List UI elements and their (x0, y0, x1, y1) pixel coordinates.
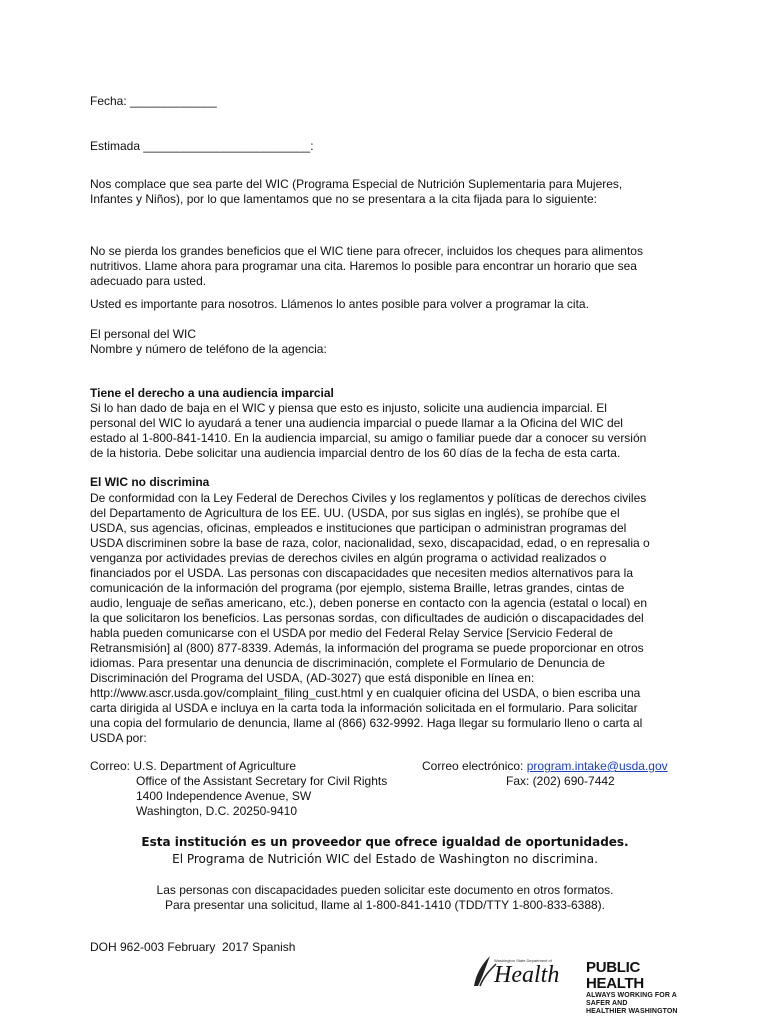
doh-health-word: Health (494, 962, 560, 988)
mail-address-line-2: Office of the Assistant Secretary for Civil Rights (136, 774, 388, 788)
equal-opportunity-statement: Esta institución es un proveedor que ofrece igualdad de oportunidades. (141, 835, 629, 849)
agency-line: Nombre y número de teléfono de la agencia: (90, 342, 327, 356)
date-line: Fecha: _____________ (90, 94, 217, 108)
public-health-logo (586, 959, 701, 1015)
doh-small-text: Washington State Department of (494, 958, 552, 963)
doh-health-logo (468, 946, 560, 992)
staff-signature: El personal del WIC (90, 327, 197, 341)
nondiscrimination-heading: El WIC no discrimina (90, 475, 210, 489)
nondiscrimination-paragraph: De conformidad con la Ley Federal de Derechos Civiles y los reglamentos y políticas de derechos civiles del Departamento de Agricultura de los EE. UU. (USDA, por sus siglas en inglés), se prohíbe que el USDA, sus agencias, oficinas, empleados e instituciones que participan o administran programas del USDA discriminen sobre la base de raza, color, nacionalidad, sexo, discapacidad, edad, o en represalia o venganza por actividades previas de derechos civiles en algún programa o actividad realizados o financiados por el USDA. Las personas con discapacidades que necesiten medios alternativos para la comunicación de la información del programa (por ejemplo, sistema Braille, letras grandes, cintas de audio, lenguaje de señas americano, etc.), deben ponerse en contacto con la agencia (estatal o local) en la que solicitaron los beneficios. Las personas sordas, con dificultades de audición o discapacidades del habla pueden comunicarse con el USDA por medio del Federal Relay Service [Servicio Federal de Retransmisión] al (800) 877-8339. Además, la información del programa se puede proporcionar en otros idiomas. Para presentar una denuncia de discriminación, complete el Formulario de Denuncia de Discriminación del Programa del USDA, (AD-3027) que está disponible en línea en: http://www.ascr.usda.gov/complaint_filing_cust.html y en cualquier oficina del USDA, o bien escriba una carta dirigida al USDA e incluya en la carta toda la información solicitada en el formulario. Para solicitar una copia del formulario de denuncia, llame al (866) 632-9992. Haga llegar su formulario lleno o carta al USDA por: (90, 491, 650, 745)
email-link[interactable]: program.intake@usda.gov (526, 759, 668, 773)
ph-tagline-1: ALWAYS WORKING FOR A SAFER AND (586, 992, 677, 1007)
email-line (422, 759, 668, 774)
mail-address-line-4: Washington, D.C. 20250-9410 (136, 804, 297, 818)
hearing-paragraph: Si lo han dado de baja en el WIC y piensa que esto es injusto, solicite una audiencia imparcial. El personal del WIC lo ayudará a tener una audiencia imparcial o puede llamar a la Oficina del WIC del estado al 1-800-841-1410. En la audiencia imparcial, su amigo o familiar puede dar a conocer su versión de la historia. Debe solicitar una audiencia imparcial dentro de los 60 días de la fecha de esta carta. (90, 401, 647, 460)
alt-formats-line-1: Las personas con discapacidades pueden solicitar este documento en otros formatos. (156, 883, 614, 897)
benefits-paragraph: No se pierda los grandes beneficios que el WIC tiene para ofrecer, incluidos los cheques para alimentos nutritivos. Llame ahora para programar una cita. Haremos lo posible para encontrar un horario que sea adecuado para usted. (90, 244, 643, 288)
ph-tagline-2: HEALTHIER WASHINGTON (586, 1008, 678, 1015)
important-sentence: Usted es importante para nosotros. Llámenos lo antes posible para volver a programar la cita. (90, 297, 589, 311)
salutation-line: Estimada _________________________: (90, 139, 314, 153)
fax-line: Fax: (202) 690-7442 (506, 774, 615, 788)
email-label: Correo electrónico: (422, 759, 527, 773)
intro-paragraph: Nos complace que sea parte del WIC (Programa Especial de Nutrición Suplementaria para Mujeres, Infantes y Niños), por lo que lamentamos que no se presentara a la cita fijada para lo siguiente: (90, 177, 623, 206)
mail-address-line-3: 1400 Independence Avenue, SW (136, 789, 312, 803)
mail-address-line-1: Correo: U.S. Department of Agriculture (90, 759, 297, 773)
hearing-heading: Tiene el derecho a una audiencia imparcial (90, 386, 334, 400)
document-id: DOH 962-003 February 2017 Spanish (90, 940, 296, 954)
alt-formats-line-2: Para presentar una solicitud, llame al 1-800-841-1410 (TDD/TTY 1-800-833-6388). (164, 898, 605, 912)
ph-title: PUBLIC HEALTH (586, 959, 644, 992)
wa-nondiscrimination-statement: El Programa de Nutrición WIC del Estado de Washington no discrimina. (172, 852, 598, 866)
